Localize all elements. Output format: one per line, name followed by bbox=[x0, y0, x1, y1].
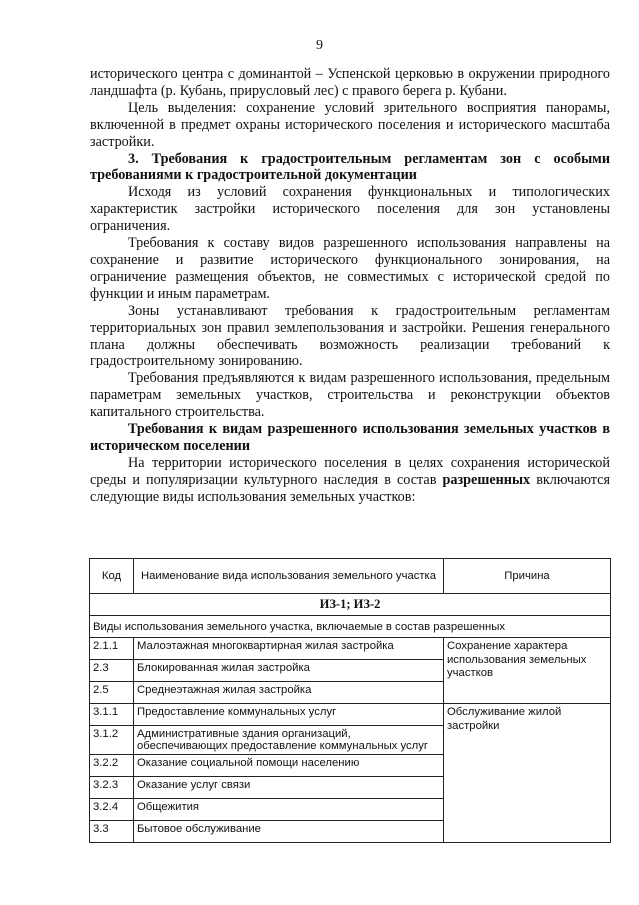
row-name: Бытовое обслуживание bbox=[134, 821, 444, 843]
reason-group-2: Обслуживание жилой застройки bbox=[444, 704, 611, 843]
paragraph-7-bold: разрешенных bbox=[442, 471, 531, 488]
row-name: Блокированная жилая застройка bbox=[134, 660, 444, 682]
page-number: 9 bbox=[316, 38, 323, 53]
table-row bbox=[90, 704, 611, 726]
paragraph-7-end: включаются следующие виды использования земельных участков: bbox=[90, 471, 610, 505]
zone-row bbox=[90, 594, 611, 616]
reason-group-1: Сохранение характера использования земельных участков bbox=[444, 638, 611, 704]
zone-label: ИЗ-1; ИЗ-2 bbox=[90, 594, 611, 616]
row-code: 2.5 bbox=[90, 682, 134, 704]
row-name: Административные здания организаций, обеспечивающих предоставление коммунальных услуг bbox=[134, 726, 444, 755]
paragraph-7 bbox=[90, 455, 610, 506]
row-code: 3.1.1 bbox=[90, 704, 134, 726]
row-code: 3.1.2 bbox=[90, 726, 134, 755]
row-code: 3.3 bbox=[90, 821, 134, 843]
table-row bbox=[90, 638, 611, 660]
header-name: Наименование вида использования земельного участка bbox=[134, 559, 444, 594]
paragraph-1: исторического центра с доминантой – Успенской церковью в окружении природного ландшафта (р. Кубань, прирусловый лес) с правого берега р. Кубани. bbox=[90, 66, 610, 99]
paragraph-7-start: На территории исторического поселения в целях сохранения исторической среды и популяризации культурного наследия в состав bbox=[90, 454, 610, 488]
row-name: Среднеэтажная жилая застройка bbox=[134, 682, 444, 704]
row-name: Предоставление коммунальных услуг bbox=[134, 704, 444, 726]
land-use-table bbox=[89, 558, 611, 843]
row-name: Оказание социальной помощи населению bbox=[134, 755, 444, 777]
paragraph-3: Исходя из условий сохранения функциональных и типологических характеристик застройки исторического поселения для зон установлены ограничения. bbox=[90, 184, 610, 235]
section-heading-3: 3. Требования к градостроительным регламентам зон с особыми требованиями к градостроительной документации bbox=[90, 150, 610, 184]
row-code: 3.2.3 bbox=[90, 777, 134, 799]
section-label: Виды использования земельного участка, включаемые в состав разрешенных bbox=[90, 616, 611, 638]
paragraph-4: Требования к составу видов разрешенного использования направлены на сохранение и развитие исторического функционального зонирования, на ограничение размещения объектов, не совместимых с исторической средой по функции и иным параметрам. bbox=[90, 235, 610, 302]
row-code: 2.1.1 bbox=[90, 638, 134, 660]
paragraph-2: Цель выделения: сохранение условий зрительного восприятия панорамы, включенной в предмет охраны исторического поселения и исторического масштаба застройки. bbox=[90, 99, 610, 150]
row-name: Общежития bbox=[134, 799, 444, 821]
table-header-row bbox=[90, 559, 611, 594]
subheading-requirements: Требования к видам разрешенного использования земельных участков в историческом поселении bbox=[90, 421, 610, 454]
row-code: 3.2.4 bbox=[90, 799, 134, 821]
row-code: 3.2.2 bbox=[90, 755, 134, 777]
header-code: Код bbox=[90, 559, 134, 594]
section-row bbox=[90, 616, 611, 638]
row-code: 2.3 bbox=[90, 660, 134, 682]
paragraph-5: Зоны устанавливают требования к градостроительным регламентам территориальных зон правил землепользования и застройки. Решения генерального плана должны обеспечивать возможность реализации требований к градостроительному зонированию. bbox=[90, 302, 610, 370]
row-name: Оказание услуг связи bbox=[134, 777, 444, 799]
document-body bbox=[90, 66, 610, 506]
header-reason: Причина bbox=[444, 559, 611, 594]
row-name: Малоэтажная многоквартирная жилая застройка bbox=[134, 638, 444, 660]
paragraph-6: Требования предъявляются к видам разрешенного использования, предельным параметрам земельных участков, строительства и реконструкции объектов капитального строительства. bbox=[90, 370, 610, 421]
